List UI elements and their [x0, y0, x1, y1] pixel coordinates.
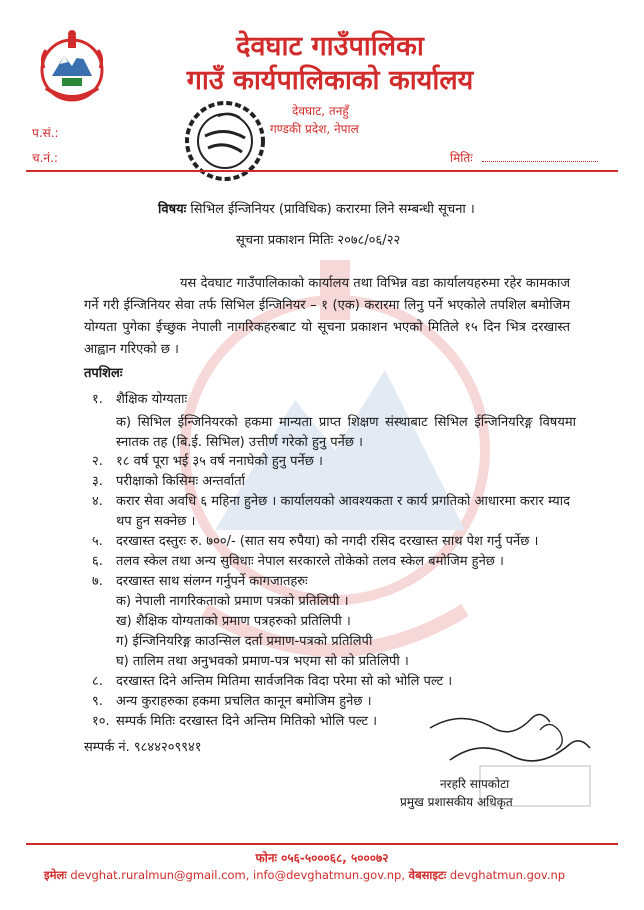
- website-address: devghatmun.gov.np: [449, 868, 566, 882]
- item-number: २.: [92, 454, 103, 469]
- date-line: [482, 161, 598, 162]
- website-label: वेबसाइटः: [408, 868, 447, 882]
- item-number: १०.: [92, 714, 110, 729]
- document-sub-item: ग) ईन्जिनियरिङ्ग काउन्सिल दर्ता प्रमाण-पत्रको प्रतिलिपी: [116, 634, 373, 649]
- qualification-sub-item: क) सिभिल ईन्जिनियरको हकमा मान्यता प्राप्त शिक्षण संस्थाबाट सिभिल ईन्जिनियरिङ्ग विषयमा स्नातक तह (बि.ई. सिभिल) उत्तीर्ण गरेको हुनु पर्नेछ ।: [116, 415, 576, 450]
- subject-line: [158, 199, 475, 217]
- item-text: दरखास्त दस्तुरः रु. ७००/- (सात सय रुपैया) को नगदी रसिद दरखास्त साथ पेश गर्नु पर्नेछ ।: [116, 534, 539, 549]
- dispatch-number-label: च.नं.:: [32, 151, 58, 165]
- signatory-title: प्रमुख प्रशासकीय अधिकृत: [400, 795, 513, 809]
- item-text: शैक्षिक योग्यताः: [116, 392, 188, 407]
- item-number: ८.: [92, 674, 103, 689]
- subject-label: विषयः: [158, 202, 187, 217]
- publication-date: सूचना प्रकाशन मितिः २०७८/०६/२२: [236, 233, 401, 248]
- details-heading: तपशिलः: [84, 366, 123, 381]
- email-label: इमेलः: [44, 868, 67, 882]
- office-subtitle: गाउँ कार्यपालिकाको कार्यालय: [186, 65, 474, 96]
- footer-contacts: [44, 868, 624, 883]
- intro-paragraph: यस देवघाट गाउँपालिकाको कार्यालय तथा विभिन्न वडा कार्यालयहरुमा रहेर कामकाज गर्ने गरी ईन्जिनियर सेवा तर्फ सिभिल ईन्जिनियर – १ (एक) करारमा लिनु पर्ने भएकोले तपशिल बमोजिम योग्यता पुगेका ईच्छुक नेपाली नागरिकहरुबाट यो सूचना प्रकाशन भएको मितिले १५ दिन भित्र दरखास्त आह्वान गरिएको छ ।: [84, 276, 570, 357]
- document-sub-item: घ) तालिम तथा अनुभवको प्रमाण-पत्र भएमा सो को प्रतिलिपी ।: [116, 654, 409, 669]
- item-number: ३.: [92, 474, 103, 489]
- footer-divider: [26, 843, 618, 845]
- office-name: देवघाट गाउँपालिका: [236, 31, 424, 62]
- address-line-2: गण्डकी प्रदेश, नेपाल: [270, 122, 359, 136]
- subject-text: सिभिल ईन्जिनियर (प्राविधिक) करारमा लिने सम्बन्धी सूचना ।: [190, 202, 475, 217]
- email-addresses: devghat.ruralmun@gmail.com, info@devghatmun.gov.np,: [70, 868, 406, 882]
- item-text: दरखास्त साथ संलग्न गर्नुपर्ने कागजातहरुः: [116, 574, 308, 589]
- item-number: ९.: [92, 694, 103, 709]
- footer-phone: फोनः ०५६-५०००६८, ५०००७२: [255, 851, 389, 865]
- document-sub-item: ख) शैक्षिक योग्यताको प्रमाण पत्रहरुको प्रतिलिपी ।: [116, 614, 351, 629]
- nepal-emblem-icon: [32, 28, 112, 108]
- item-text: सम्पर्क मितिः दरखास्त दिने अन्तिम मितिको भोलि पल्ट ।: [116, 714, 378, 729]
- item-number: ५.: [92, 534, 103, 549]
- item-text: दरखास्त दिने अन्तिम मितिमा सार्वजनिक विदा परेमा सो को भोलि पल्ट ।: [116, 674, 453, 689]
- item-number: ४.: [92, 494, 103, 509]
- contact-number: सम्पर्क नं. ९८४४२०९९४१: [84, 740, 202, 755]
- header-divider: [26, 170, 618, 172]
- item-text: १८ वर्ष पूरा भई ३५ वर्ष ननाघेको हुनु पर्नेछ ।: [116, 454, 323, 469]
- item-text: तलव स्केल तथा अन्य सुविधाः नेपाल सरकारले तोकेको तलव स्केल बमोजिम हुनेछ ।: [116, 554, 504, 569]
- item-text: अन्य कुराहरुका हकमा प्रचलित कानून बमोजिम हुनेछ ।: [116, 694, 372, 709]
- reference-number-label: प.सं.:: [32, 126, 59, 140]
- address-line-1: देवघाट, तनहुँ: [292, 104, 349, 118]
- document-sub-item: क) नेपाली नागरिकताको प्रमाण पत्रको प्रतिलिपी ।: [116, 594, 349, 609]
- item-number: ६.: [92, 554, 103, 569]
- date-label: मितिः: [450, 151, 473, 165]
- item-text: परीक्षाको किसिमः अन्तर्वार्ता: [116, 474, 245, 489]
- item-number: १.: [92, 392, 103, 407]
- office-seal-icon: [170, 96, 280, 186]
- item-number: ७.: [92, 574, 103, 589]
- item-text: करार सेवा अवधि ६ महिना हुनेछ । कार्यालयको आवश्यकता र कार्य प्रगतिको आधारमा करार म्याद थप हुन सक्नेछ ।: [116, 494, 570, 529]
- signatory-name: नरहरि सापकोटा: [440, 777, 510, 791]
